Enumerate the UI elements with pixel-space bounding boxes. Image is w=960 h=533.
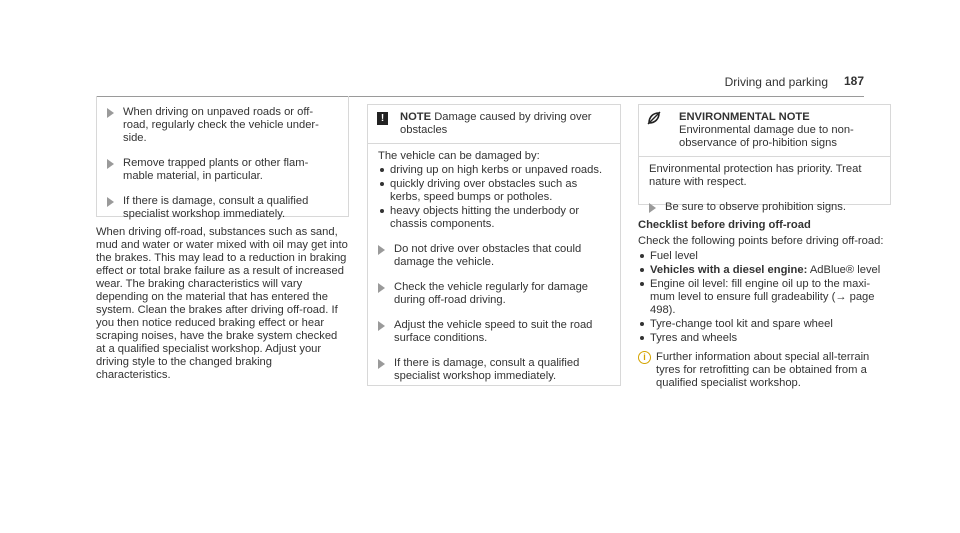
step-item: If there is damage, consult a qualified specialist workshop immediately. <box>97 195 335 221</box>
step-item: Do not drive over obstacles that could damage the vehicle. <box>368 243 610 269</box>
note-intro: The vehicle can be damaged by: <box>378 150 540 162</box>
list-item: Fuel level <box>638 250 891 263</box>
step-item: Remove trapped plants or other flam-mable material, in particular. <box>97 157 335 183</box>
step-arrow-icon <box>107 159 114 169</box>
step-item: If there is damage, consult a qualified specialist workshop immediately. <box>368 357 610 383</box>
info-note: i Further information about special all-terrain tyres for retrofitting can be obtained from a qualified specialist workshop. <box>638 351 891 390</box>
note-box <box>367 104 621 386</box>
list-item: Engine oil level: fill engine oil up to the maxi-mum level to ensure full gradeability (→ page 498). <box>638 278 891 317</box>
step-arrow-icon <box>378 283 385 293</box>
environmental-note-box <box>638 104 891 213</box>
environmental-note-header <box>639 105 890 157</box>
section-title: Driving and parking <box>724 75 828 89</box>
list-item: heavy objects hitting the underbody or chassis components. <box>378 205 610 231</box>
note-title: Damage caused by driving over obstacles <box>400 111 592 136</box>
note-label: NOTE <box>400 111 432 123</box>
page-header <box>96 70 864 97</box>
note-header <box>368 105 620 144</box>
step-arrow-icon <box>107 108 114 118</box>
list-item: quickly driving over obstacles such as kerbs, speed bumps or potholes. <box>378 178 610 204</box>
steps-box <box>96 96 349 220</box>
checklist-section <box>638 219 891 390</box>
list-item: Vehicles with a diesel engine: AdBlue® level <box>638 264 891 277</box>
list-item: driving up on high kerbs or unpaved roads. <box>378 164 610 177</box>
environmental-note-label: ENVIRONMENTAL NOTE <box>679 111 810 123</box>
page-number: 187 <box>843 74 864 88</box>
checklist-intro: Check the following points before driving off-road: <box>638 235 884 247</box>
step-arrow-icon <box>378 245 385 255</box>
warning-icon: ! <box>377 112 388 125</box>
step-arrow-icon <box>107 197 114 207</box>
info-icon: i <box>638 351 651 364</box>
checklist-title: Checklist before driving off-road <box>638 219 811 231</box>
brakes-paragraph: When driving off-road, substances such as sand, mud and water or water mixed with oil may get into the brakes. This may lead to a reduction in braking effect or total brake failure as a result of increased wear. The braking characteristics will vary depending on the material that has entered the system. Clean the brakes after driving off-road. If you then notice reduced braking effect or hear scraping noises, have the brake system checked at a qualified specialist workshop. Adjust your driving style to the changed braking characteristics. <box>96 226 348 381</box>
step-arrow-icon <box>378 321 385 331</box>
step-item: Adjust the vehicle speed to suit the road surface conditions. <box>368 319 610 345</box>
list-item: Tyre-change tool kit and spare wheel <box>638 318 891 331</box>
list-item: Tyres and wheels <box>638 332 891 345</box>
step-arrow-icon <box>649 203 656 213</box>
step-item: Check the vehicle regularly for damage during off-road driving. <box>368 281 610 307</box>
environment-leaf-icon <box>646 110 662 126</box>
environmental-note-title: Environmental damage due to non-observance of pro-hibition signs <box>679 124 854 149</box>
step-item: Be sure to observe prohibition signs. <box>639 201 880 214</box>
step-arrow-icon <box>378 359 385 369</box>
environmental-note-text: Environmental protection has priority. Treat nature with respect. <box>649 163 862 188</box>
step-item: When driving on unpaved roads or off-road, regularly check the vehicle under-side. <box>97 106 335 145</box>
